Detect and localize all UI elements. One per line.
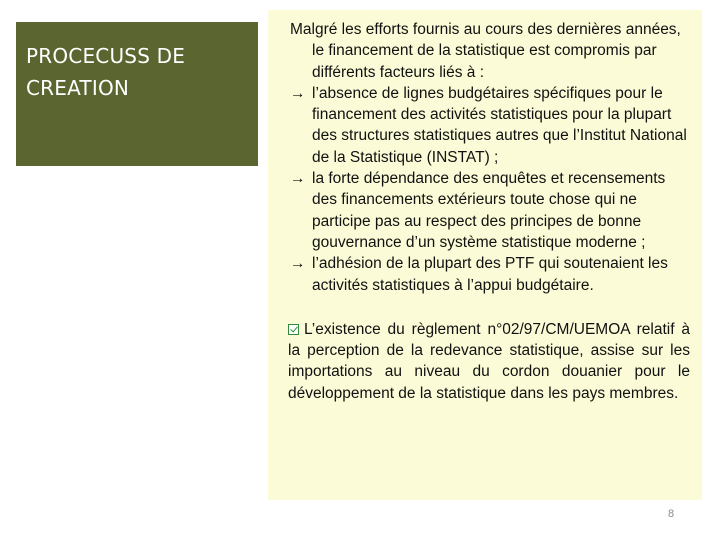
arrow-icon: → — [290, 255, 306, 273]
list-item-text: l’absence de lignes budgétaires spécifiques pour le financement des activités statistiques pour la plupart des structures statistiques autres que l’Institut National de la Statistique (INSTAT) ; — [312, 84, 687, 166]
list-item-text: l’adhésion de la plupart des PTF qui soutenaient les activités statistiques à l’appui budgétaire. — [312, 255, 668, 294]
list-item — [290, 253, 690, 296]
list-item — [290, 83, 690, 168]
page-number: 8 — [668, 508, 675, 520]
list-item — [290, 168, 690, 253]
checkbox-bullet-icon — [288, 324, 299, 335]
title-box — [16, 22, 258, 166]
arrow-icon: → — [290, 170, 306, 188]
slide-title: PROCECUSS DE CREATION — [26, 44, 186, 100]
list-item-text: la forte dépendance des enquêtes et recensements des financements extérieurs toute chose qui ne participe pas au respect des principes de bonne gouvernance d’un système statistique moderne ; — [312, 170, 666, 251]
intro-text: Malgré les efforts fournis au cours des dernières années, le financement de la statistique est compromis par différents facteurs liés à : — [290, 21, 681, 81]
content-box — [268, 10, 702, 500]
bullet-paragraph — [288, 319, 690, 404]
arrow-icon: → — [290, 84, 306, 102]
bullet-paragraph-text: L’existence du règlement n°02/97/CM/UEMOA relatif à la perception de la redevance statistique, assise sur les importations au niveau du cordon douanier pour le développement de la statistique dans les pays membres. — [288, 320, 690, 402]
